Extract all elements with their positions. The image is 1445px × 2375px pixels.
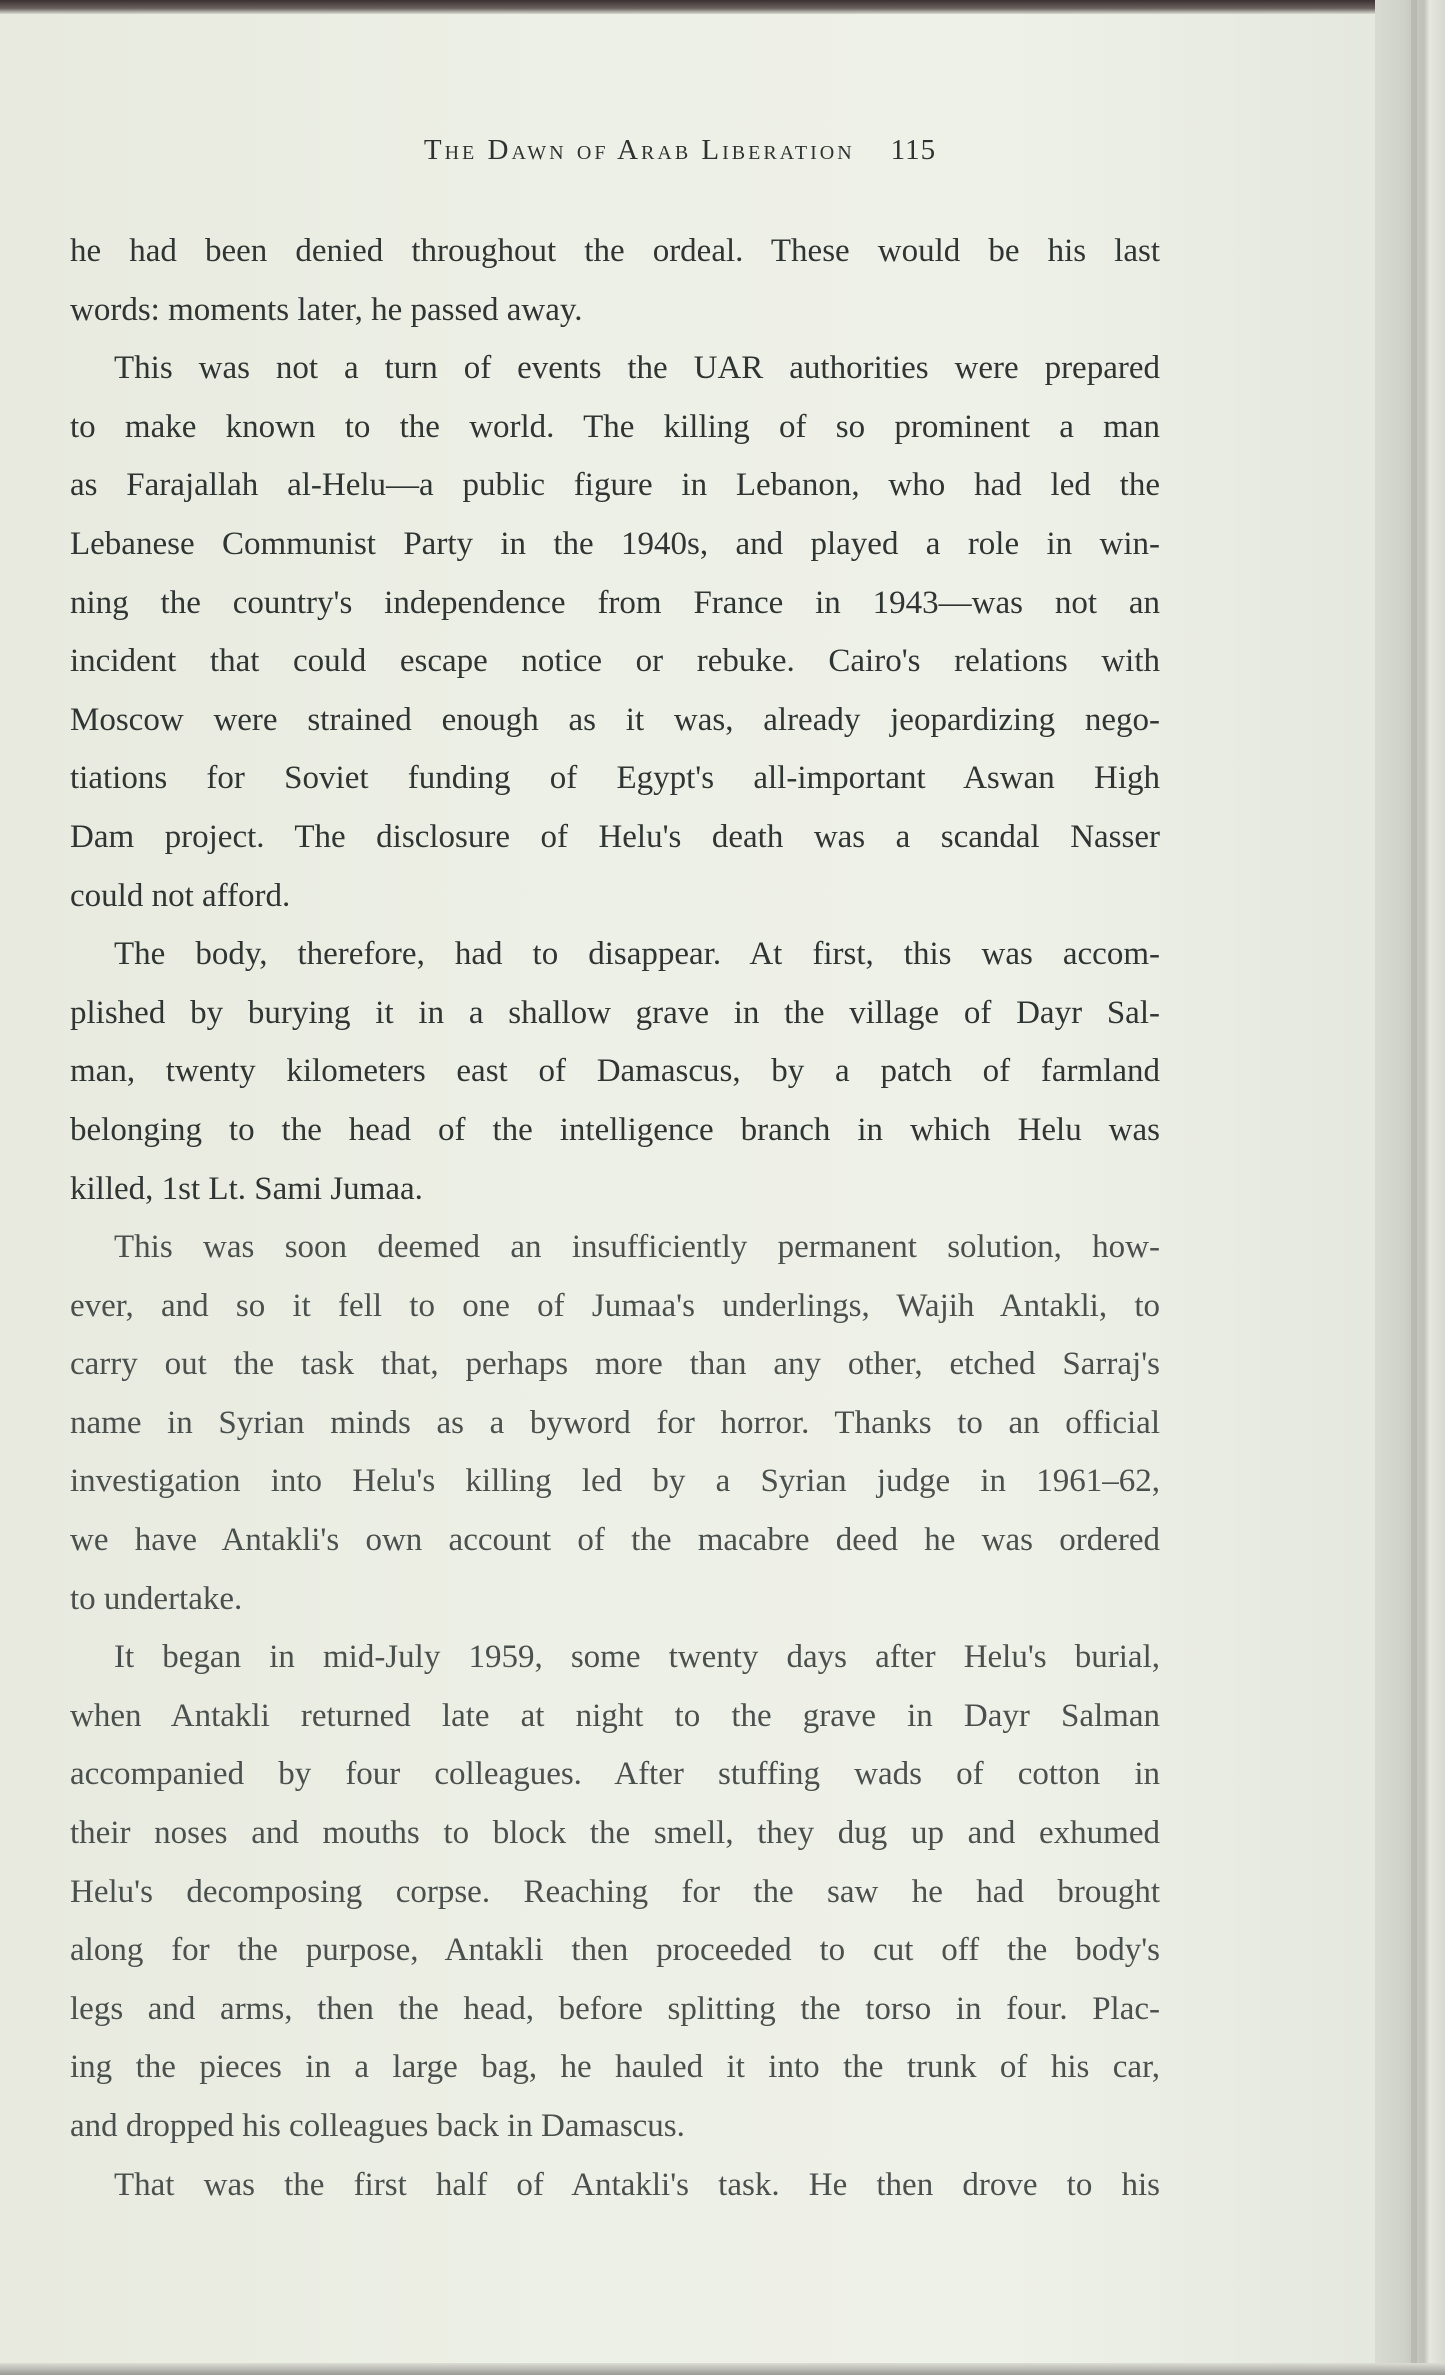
text-line: their noses and mouths to block the smell, they dug up and exhumed [70, 1815, 1160, 1852]
text-line: ning the country's independence from France in 1943—was not an [70, 584, 1160, 621]
text-line: Lebanese Communist Party in the 1940s, and played a role in win- [70, 525, 1160, 562]
text-line: That was the first half of Antakli's task. He then drove to his [114, 2166, 1160, 2203]
text-line: we have Antakli's own account of the macabre deed he was ordered [70, 1522, 1160, 1559]
text-line: Helu's decomposing corpse. Reaching for the saw he had brought [70, 1873, 1160, 1910]
text-line: It began in mid-July 1959, some twenty days after Helu's burial, [114, 1639, 1160, 1676]
text-line: plished by burying it in a shallow grave in the village of Dayr Sal- [70, 994, 1160, 1031]
text-line: Dam project. The disclosure of Helu's death was a scandal Nasser [70, 818, 1160, 855]
page-number: 115 [890, 134, 937, 166]
text-line: carry out the task that, perhaps more than any other, etched Sarraj's [70, 1346, 1160, 1383]
text-line: name in Syrian minds as a byword for horror. Thanks to an official [70, 1404, 1160, 1441]
text-line: accompanied by four colleagues. After stuffing wads of cotton in [70, 1756, 1160, 1793]
text-line: ing the pieces in a large bag, he hauled it into the trunk of his car, [70, 2049, 1160, 2086]
top-page-edge [0, 0, 1445, 14]
text-line: when Antakli returned late at night to the grave in Dayr Salman [70, 1697, 1160, 1734]
page-edge-line [1411, 0, 1417, 2375]
running-header-title: The Dawn of Arab Liberation [423, 134, 855, 166]
bottom-page-edge [0, 2363, 1445, 2375]
running-header [270, 134, 1090, 174]
text-line: words: moments later, he passed away. [70, 291, 583, 328]
text-line: along for the purpose, Antakli then proceeded to cut off the body's [70, 1932, 1160, 1969]
text-line: investigation into Helu's killing led by a Syrian judge in 1961–62, [70, 1463, 1160, 1500]
text-line: man, twenty kilometers east of Damascus, by a patch of farmland [70, 1053, 1160, 1090]
text-line: This was soon deemed an insufficiently permanent solution, how- [114, 1229, 1160, 1266]
text-line: incident that could escape notice or rebuke. Cairo's relations with [70, 643, 1160, 680]
text-line: The body, therefore, had to disappear. At first, this was accom- [114, 936, 1160, 973]
text-line: killed, 1st Lt. Sami Jumaa. [70, 1170, 423, 1207]
text-line: to make known to the world. The killing of so prominent a man [70, 408, 1160, 445]
text-line: This was not a turn of events the UAR authorities were prepared [114, 350, 1160, 387]
text-line: ever, and so it fell to one of Jumaa's underlings, Wajih Antakli, to [70, 1287, 1160, 1324]
text-line: he had been denied throughout the ordeal. These would be his last [70, 233, 1160, 269]
text-line: and dropped his colleagues back in Damascus. [70, 2108, 685, 2144]
right-page-edges [1375, 0, 1445, 2375]
text-line: as Farajallah al-Helu—a public figure in Lebanon, who had led the [70, 467, 1160, 504]
text-line: tiations for Soviet funding of Egypt's all-important Aswan High [70, 760, 1160, 797]
text-line: Moscow were strained enough as it was, already jeopardizing nego- [70, 701, 1160, 738]
text-line: belonging to the head of the intelligence branch in which Helu was [70, 1111, 1160, 1148]
text-line: legs and arms, then the head, before splitting the torso in four. Plac- [70, 1990, 1160, 2027]
text-line: to undertake. [70, 1580, 243, 1617]
body-text [70, 222, 1160, 2214]
text-line: could not afford. [70, 877, 291, 914]
